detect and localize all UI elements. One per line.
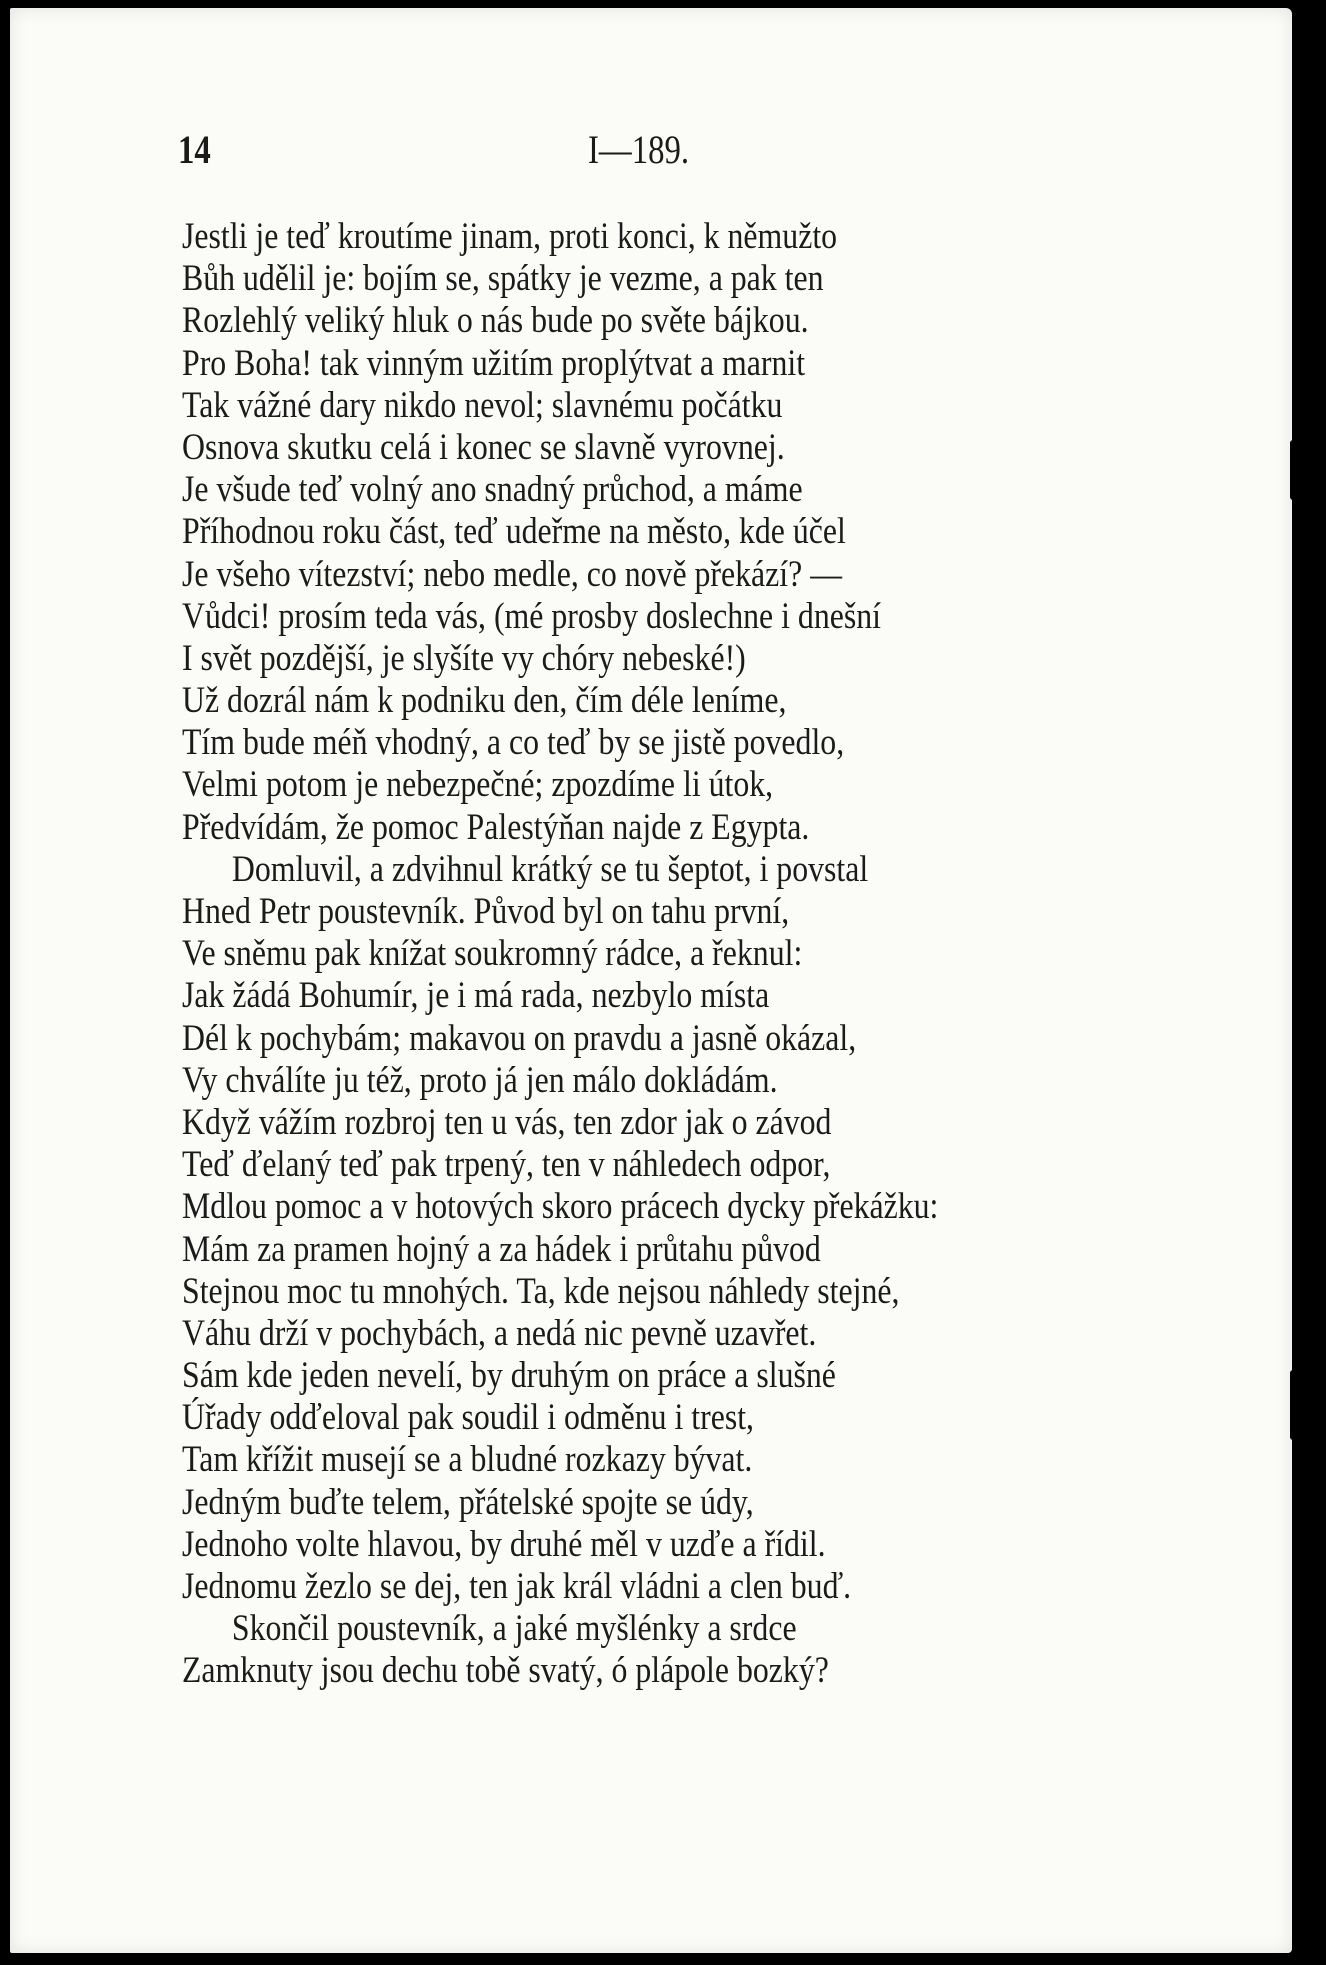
margin-mark-lower [1290, 1370, 1296, 1440]
text-line: Hned Petr poustevník. Původ byl on tahu první, [182, 891, 790, 932]
text-line: Tím bude méň vhodný, a co teď by se jistě povedlo, [182, 722, 845, 764]
text-line: Když vážím rozbroj ten u vás, ten zdor jak o závod [182, 1101, 832, 1143]
book-page [10, 8, 1292, 1953]
text-line: Váhu drží v pochybách, a nedá nic pevně uzavřet. [182, 1312, 817, 1354]
poem-text-block [182, 216, 1182, 1693]
text-line: Tam křížit musejí se a bludné rozkazy bývat. [182, 1439, 753, 1481]
text-line: Zamknuty jsou dechu tobě svatý, ó plápole bozký? [182, 1650, 829, 1692]
text-line: Pro Boha! tak vinným užitím proplýtvat a marnit [182, 342, 806, 384]
text-line: Rozlehlý veliký hluk o nás bude po světe bájkou. [182, 300, 809, 342]
margin-mark-upper [1290, 440, 1296, 500]
text-line: Skončil poustevník, a jaké myšlénky a srdce [231, 1608, 797, 1650]
text-line: Jedným buďte telem, přátelské spojte se údy, [182, 1481, 754, 1523]
text-line: Jednomu žezlo se dej, ten jak král vládni a clen buď. [182, 1566, 852, 1607]
text-line: Je všude teď volný ano snadný průchod, a máme [182, 469, 803, 511]
text-line: Mám za pramen hojný a za hádek i průtahu původ [182, 1228, 821, 1270]
text-line: Jak žádá Bohumír, je i má rada, nezbylo místa [182, 975, 770, 1017]
text-line: Jestli je teď kroutíme jinam, proti konci, k němužto [182, 216, 838, 257]
text-line: Teď ďelaný teď pak trpený, ten v náhledech odpor, [182, 1144, 831, 1186]
page-number: 14 [178, 127, 211, 172]
text-line: Mdlou pomoc a v hotových skoro prácech dycky překážku: [182, 1186, 939, 1228]
running-head: I—189. [588, 127, 690, 172]
text-line: I svět pozdější, je slyšíte vy chóry nebeské!) [182, 637, 746, 679]
text-line: Tak vážné dary nikdo nevol; slavnému počátku [182, 384, 783, 426]
page-edge-shadow [1292, 0, 1326, 1965]
text-line: Jednoho volte hlavou, by druhé měl v uzďe a řídil. [182, 1523, 826, 1565]
text-line: Ve sněmu pak knížat soukromný rádce, a řeknul: [182, 933, 803, 975]
text-line: Předvídám, že pomoc Palestýňan najde z Egypta. [182, 806, 810, 848]
text-line: Příhodnou roku část, teď udeřme na město, kde účel [182, 511, 846, 553]
text-line: Je všeho vítezství; nebo medle, co nově překází? — [182, 553, 843, 595]
text-line: Velmi potom je nebezpečné; zpozdíme li útok, [182, 764, 774, 806]
text-line: Domluvil, a zdvihnul krátký se tu šeptot, i povstal [231, 848, 869, 890]
text-line: Stejnou moc tu mnohých. Ta, kde nejsou náhledy stejné, [182, 1270, 900, 1312]
text-line: Už dozrál nám k podniku den, čím déle leníme, [182, 680, 787, 722]
page-header [178, 126, 778, 186]
text-line: Osnova skutku celá i konec se slavně vyrovnej. [182, 426, 785, 468]
text-line: Vy chválíte ju též, proto já jen málo dokládám. [182, 1059, 778, 1101]
text-line: Bůh udělil je: bojím se, spátky je vezme, a pak ten [182, 258, 824, 300]
text-line: Vůdci! prosím teda vás, (mé prosby doslechne i dnešní [182, 595, 882, 637]
text-line: Dél k pochybám; makavou on pravdu a jasně okázal, [182, 1017, 857, 1059]
text-line: Sám kde jeden nevelí, by druhým on práce a slušné [182, 1355, 836, 1397]
text-line: Úřady odďeloval pak soudil i odměnu i trest, [182, 1397, 755, 1439]
